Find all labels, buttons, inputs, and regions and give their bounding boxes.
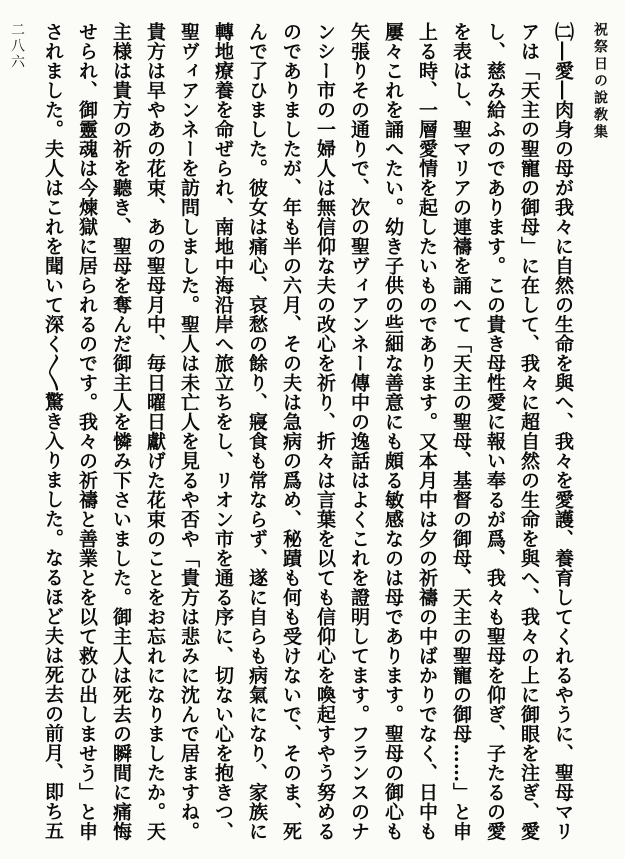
running-title: 祝祭日の說敎集 <box>592 22 608 141</box>
body-text <box>40 22 580 847</box>
page-number: 二八六 <box>9 22 25 70</box>
body-paragraph: ㈡―愛―肉身の母が我々に自然の生命を與へ、我々を愛護、養育してくれるやうに、聖母マリアは「天主の聖寵の御母」に在して、我々に超自然の生命を與へ、我々の上に御眼を注ぎ、愛し、慈み給ふのであります。この貴き母性愛に報い奉るが爲、我々も聖母を仰ぎ、子たるの愛を表はし、聖マリアの連禱を誦へて「天主の聖母、基督の御母、天主の聖寵の御母……」と申上る時、一層愛情を起したいものであります。又本月中は夕の祈禱の中ばかりでなく、日中も屢々これを誦へたい。幼き子供の些細な善意にも頗る敏感なのは母であります。聖母の御心も矢張りその通りで、次の聖ヴィアンネー傳中の逸話はよくこれを證明してます。フランスのナンシー市の一婦人は無信仰な夫の改心を祈り、折々は言葉を以ても信仰心を喚起すやう努めるのでありましたが、年も半の六月、その夫は急病の爲め、秘蹟も何も受けないで、そのま、死んで了ひました。彼女は痛心、哀愁の餘り、寢食も常ならず、遂に自らも病氣になり、家族に轉地療養を命ぜられ、南地中海沿岸へ旅立ちをし、リオン市を通る序に、切ない心を抱きつ、聖ヴィアンネーを訪問しました。聖人は未亡人を見るや否や「貴方は悲みに沈んで居ますね。貴方は早やあの花束、あの聖母月中、毎日曜日獻げた花束のことをお忘れになりましたか。天主様は貴方の祈を聽き、聖母を奪んだ御主人を憐み下さいました。御主人は死去の瞬間に痛悔せられ、御靈魂は今煉獄に居られるのです。我々の祈禱と善業とを以て救ひ出しませう」と申されました。夫人はこれを聞いて深く〳〵驚き入りました。なるほど夫は死去の前月、即ち五 <box>42 22 574 841</box>
